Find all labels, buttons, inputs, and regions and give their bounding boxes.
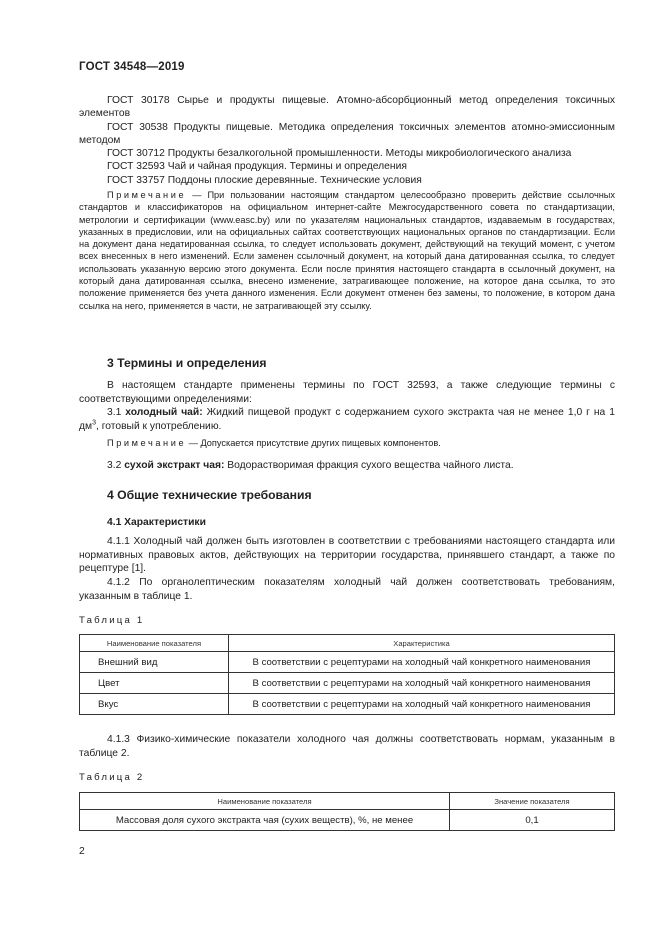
term-definition: Водорастворимая фракция сухого вещества чайного листа.	[224, 460, 514, 471]
table-cell: 0,1	[450, 810, 615, 831]
references-note	[79, 189, 615, 312]
reference-code: ГОСТ 30178	[107, 95, 170, 106]
reference-item	[79, 147, 615, 160]
table-2-caption: Таблица 2	[79, 772, 145, 783]
table-cell: Цвет	[80, 673, 229, 694]
normative-references-list	[79, 94, 615, 187]
reference-code: ГОСТ 30538	[107, 121, 168, 133]
section-3-intro: В настоящем стандарте применены термины по ГОСТ 32593, а также следующие термины с соответствующими определениями:	[79, 380, 615, 405]
table-row	[80, 810, 615, 831]
table-2	[79, 792, 615, 831]
reference-text: Поддоны плоские деревянные. Технические условия	[167, 174, 422, 186]
reference-code: ГОСТ 33757	[107, 174, 165, 186]
reference-item	[79, 160, 615, 173]
section-4-heading: 4 Общие технические требования	[107, 488, 312, 502]
table-header-cell: Характеристика	[229, 635, 615, 652]
reference-text: Продукты безалкогольной промышленности. Методы микробиологического анализа	[167, 148, 572, 160]
table-row	[80, 694, 615, 715]
paragraph-4-1-2: 4.1.2 По органолептическим показателям холодный чай должен соответствовать требованиям, указанным в таблице 1.	[79, 577, 615, 602]
term-name: холодный чай:	[125, 407, 203, 418]
note-label: Примечание	[107, 190, 187, 200]
table-header-cell: Значение показателя	[450, 793, 615, 810]
reference-code: ГОСТ 32593	[107, 161, 165, 173]
reference-text: Чай и чайная продукция. Термины и определения	[167, 161, 407, 173]
reference-code: ГОСТ 30712	[107, 148, 165, 160]
term-definition-end: , готовый к употреблению.	[96, 420, 222, 432]
reference-item	[79, 121, 615, 148]
table-cell: Вкус	[80, 694, 229, 715]
note-text: — Допускается присутствие других пищевых компонентов.	[186, 438, 441, 448]
term-number: 3.1	[107, 407, 126, 418]
table-row	[80, 652, 615, 673]
term-3-2	[79, 459, 615, 473]
table-cell: В соответствии с рецептурами на холодный чай конкретного наименования	[229, 652, 615, 673]
table-header-row	[80, 793, 615, 810]
subsection-4-1-heading: 4.1 Характеристики	[107, 517, 206, 528]
reference-text: Продукты пищевые. Методика определения токсичных элементов атомно-эмиссионным методом	[79, 121, 615, 146]
document-header: ГОСТ 34548—2019	[79, 61, 185, 73]
term-definition: Жидкий пищевой продукт с содержанием сухого экстракта чая не менее 1,0 г на 1 дм	[79, 407, 615, 432]
term-note	[107, 438, 441, 448]
paragraph-4-1-3: 4.1.3 Физико-химические показатели холодного чая должны соответствовать нормам, указанным в таблице 2.	[79, 734, 615, 759]
table-cell: В соответствии с рецептурами на холодный чай конкретного наименования	[229, 694, 615, 715]
reference-item	[79, 174, 615, 187]
table-cell: Массовая доля сухого экстракта чая (сухих веществ), %, не менее	[80, 810, 450, 831]
table-cell: Внешний вид	[80, 652, 229, 673]
table-cell: В соответствии с рецептурами на холодный чай конкретного наименования	[229, 673, 615, 694]
page-number: 2	[79, 846, 85, 857]
table-header-cell: Наименование показателя	[80, 793, 450, 810]
note-text: — При пользовании настоящим стандартом целесообразно проверить действие ссылочных стандартов и классификаторов на официальном интернет-сайте Межгосударственного совета по стандартизации, метрологии и сертификации (www.easc.by) или по указателям национальных стандартов, издаваемым в государствах, указанных в предисловии, или на официальных сайтах соответствующих национальных органов по стандартизации. Если на документ дана недатированная ссылка, то следует использовать документ, действующий на текущий момент, с учетом всех внесенных в него изменений. Если заменен ссылочный документ, на который дана датированная ссылка, то следует использовать указанную версию этого документа. Если после принятия настоящего стандарта в ссылочный документ, на который дана датированная ссылка, внесено изменение, затрагивающее положение, на которое дана ссылка, то это положение применяется без учета данного изменения. Если документ отменен без замены, то положение, в котором дана ссылка на него, применяется в части, не затрагивающей эту ссылку.	[79, 190, 615, 311]
paragraph-4-1-1: 4.1.1 Холодный чай должен быть изготовлен в соответствии с требованиями настоящего стандарта или нормативных правовых актов, действующих на территории государства, принявшего стандарт, а также по рецептуре [1].	[79, 536, 615, 575]
table-1-caption: Таблица 1	[79, 615, 145, 626]
term-name: сухой экстракт чая:	[124, 460, 225, 471]
note-label: Примечание	[107, 438, 187, 448]
reference-item	[79, 94, 615, 121]
superscript: 3	[92, 419, 96, 427]
reference-text: Сырье и продукты пищевые. Атомно-абсорбционный метод определения токсичных элементов	[79, 95, 615, 120]
table-row	[80, 673, 615, 694]
section-3-heading: 3 Термины и определения	[107, 356, 267, 370]
term-number: 3.2	[107, 460, 125, 471]
table-1	[79, 634, 615, 715]
table-header-row	[80, 635, 615, 652]
table-header-cell: Наименование показателя	[80, 635, 229, 652]
term-3-1	[79, 406, 615, 433]
